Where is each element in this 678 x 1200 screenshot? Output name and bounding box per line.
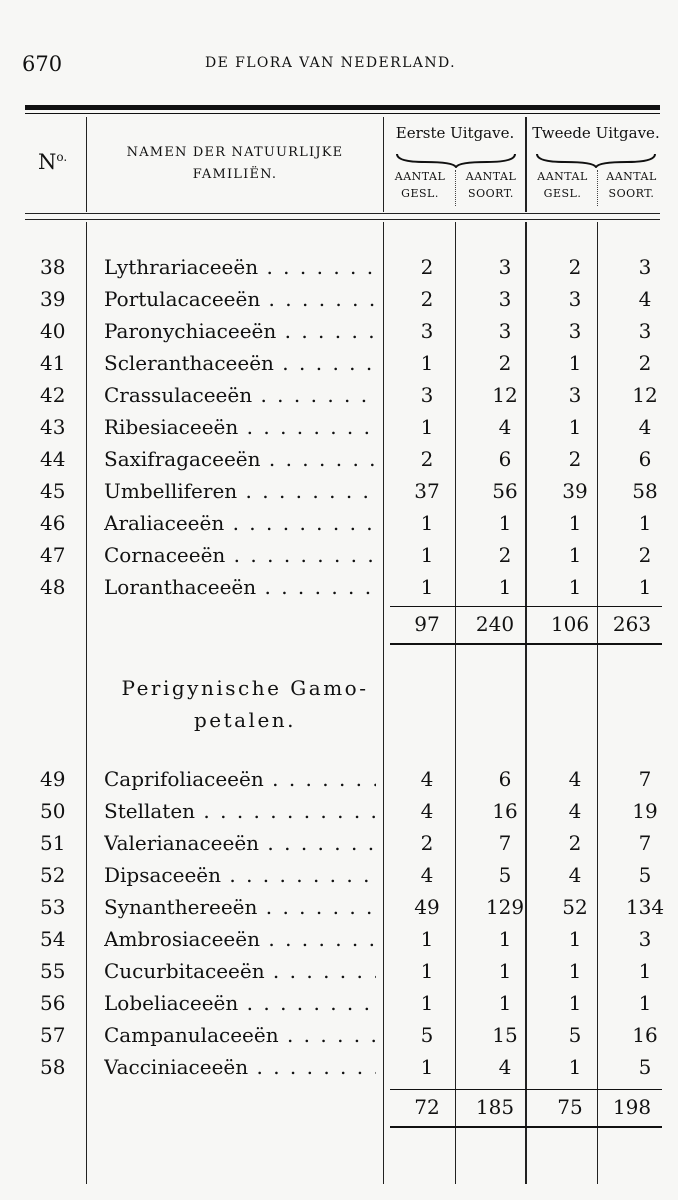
table-row xyxy=(0,763,678,795)
second-gesl-count: 1 xyxy=(568,991,582,1015)
first-gesl-count: 4 xyxy=(420,767,434,791)
table-row xyxy=(0,1019,678,1051)
total-second-soort: 263 xyxy=(612,612,652,636)
second-gesl-count: 2 xyxy=(568,831,582,855)
row-number: 48 xyxy=(40,575,66,599)
family-name: Ambrosiaceeën . . . xyxy=(104,923,376,955)
second-soort-count: 1 xyxy=(638,575,652,599)
first-soort-count: 1 xyxy=(498,959,512,983)
family-name: Umbelliferen . . . xyxy=(104,475,376,507)
top-rule xyxy=(25,105,660,110)
table-row xyxy=(0,571,678,603)
second-gesl-count: 5 xyxy=(568,1023,582,1047)
second-gesl-count: 1 xyxy=(568,511,582,535)
table-row xyxy=(0,443,678,475)
family-name: Caprifoliaceeën . . . xyxy=(104,763,376,795)
header-soort: SOORT. xyxy=(608,187,655,200)
second-soort-count: 2 xyxy=(638,351,652,375)
header-rule xyxy=(25,213,660,214)
family-name: Stellaten . . . xyxy=(104,795,376,827)
row-number: 44 xyxy=(40,447,66,471)
family-name: Loranthaceeën . . . xyxy=(104,571,376,603)
table-row xyxy=(0,859,678,891)
totals-row xyxy=(0,1091,678,1123)
second-gesl-count: 1 xyxy=(568,1055,582,1079)
family-name: Synanthereeën . . . xyxy=(104,891,376,923)
first-soort-count: 1 xyxy=(498,511,512,535)
first-soort-count: 5 xyxy=(498,863,512,887)
family-name: Scleranthaceeën . . . xyxy=(104,347,376,379)
second-soort-count: 1 xyxy=(638,991,652,1015)
table-row xyxy=(0,283,678,315)
first-soort-count: 129 xyxy=(485,895,525,919)
brace-icon xyxy=(535,150,657,168)
second-soort-count: 3 xyxy=(638,319,652,343)
row-number: 45 xyxy=(40,479,66,503)
header-number: $N^{o.}$ xyxy=(38,150,68,174)
family-name: Dipsaceeën . . . xyxy=(104,859,376,891)
family-name: Cornaceeën . . . xyxy=(104,539,376,571)
table-row xyxy=(0,315,678,347)
total-second-gesl: 75 xyxy=(557,1095,583,1119)
first-soort-count: 3 xyxy=(498,255,512,279)
second-gesl-count: 39 xyxy=(562,479,588,503)
family-name: Ribesiaceeën . . . xyxy=(104,411,376,443)
first-gesl-count: 1 xyxy=(420,575,434,599)
first-soort-count: 6 xyxy=(498,767,512,791)
header-names-line1: NAMEN DER NATUURLIJKE xyxy=(126,145,344,160)
second-soort-count: 6 xyxy=(638,447,652,471)
table-row xyxy=(0,411,678,443)
first-gesl-count: 1 xyxy=(420,543,434,567)
row-number: 39 xyxy=(40,287,66,311)
second-soort-count: 2 xyxy=(638,543,652,567)
row-number: 43 xyxy=(40,415,66,439)
header-gesl: GESL. xyxy=(543,187,582,200)
total-first-gesl: 72 xyxy=(414,1095,440,1119)
family-name: Lobeliaceeën . . . xyxy=(104,987,376,1019)
table-row xyxy=(0,955,678,987)
total-first-soort: 240 xyxy=(475,612,515,636)
second-soort-count: 12 xyxy=(632,383,658,407)
top-rule-thin xyxy=(25,113,660,114)
second-gesl-count: 1 xyxy=(568,575,582,599)
second-gesl-count: 3 xyxy=(568,287,582,311)
total-first-gesl: 97 xyxy=(414,612,440,636)
second-gesl-count: 1 xyxy=(568,959,582,983)
header-aantal: AANTAL xyxy=(394,170,446,183)
second-soort-count: 1 xyxy=(638,959,652,983)
column-divider xyxy=(86,117,87,212)
total-double-rule xyxy=(390,1126,662,1128)
second-soort-count: 3 xyxy=(638,927,652,951)
first-gesl-count: 2 xyxy=(420,255,434,279)
first-gesl-count: 1 xyxy=(420,415,434,439)
row-number: 42 xyxy=(40,383,66,407)
table-row xyxy=(0,251,678,283)
row-number: 50 xyxy=(40,799,66,823)
second-gesl-count: 4 xyxy=(568,767,582,791)
total-second-soort: 198 xyxy=(612,1095,652,1119)
table-row xyxy=(0,379,678,411)
family-name: Crassulaceeën . . . xyxy=(104,379,376,411)
second-soort-count: 58 xyxy=(632,479,658,503)
second-soort-count: 1 xyxy=(638,511,652,535)
header-gesl: GESL. xyxy=(401,187,439,200)
first-soort-count: 56 xyxy=(492,479,518,503)
row-number: 58 xyxy=(40,1055,66,1079)
first-soort-count: 7 xyxy=(498,831,512,855)
first-gesl-count: 4 xyxy=(420,799,434,823)
first-gesl-count: 1 xyxy=(420,959,434,983)
first-soort-count: 1 xyxy=(498,575,512,599)
second-gesl-count: 1 xyxy=(568,415,582,439)
first-gesl-count: 2 xyxy=(420,287,434,311)
table-row xyxy=(0,827,678,859)
row-number: 53 xyxy=(40,895,66,919)
header-rule-double xyxy=(25,219,660,220)
row-number: 51 xyxy=(40,831,66,855)
row-number: 56 xyxy=(40,991,66,1015)
row-number: 49 xyxy=(40,767,66,791)
first-gesl-count: 1 xyxy=(420,1055,434,1079)
second-gesl-count: 52 xyxy=(562,895,588,919)
header-second-gesl xyxy=(528,168,597,202)
header-aantal: AANTAL xyxy=(465,170,517,183)
first-gesl-count: 2 xyxy=(420,831,434,855)
table-row xyxy=(0,1051,678,1083)
section-heading-line2: petalen. xyxy=(193,708,297,732)
second-soort-count: 16 xyxy=(632,1023,658,1047)
first-gesl-count: 1 xyxy=(420,991,434,1015)
family-name: Portulacaceeën . . . xyxy=(104,283,376,315)
first-gesl-count: 4 xyxy=(420,863,434,887)
header-aantal: AANTAL xyxy=(606,170,657,183)
first-gesl-count: 37 xyxy=(414,479,440,503)
section-heading-line1: Perigynische Gamo- xyxy=(121,676,369,700)
header-first-soort xyxy=(457,168,525,202)
second-soort-count: 7 xyxy=(638,831,652,855)
table-row xyxy=(0,795,678,827)
table-row xyxy=(0,539,678,571)
family-name: Vacciniaceeën . . . xyxy=(104,1051,376,1083)
brace-icon xyxy=(395,150,517,168)
second-gesl-count: 4 xyxy=(568,799,582,823)
second-soort-count: 19 xyxy=(632,799,658,823)
table-row xyxy=(0,987,678,1019)
first-gesl-count: 49 xyxy=(414,895,440,919)
first-soort-count: 1 xyxy=(498,991,512,1015)
family-name: Araliaceeën . . . xyxy=(104,507,376,539)
first-soort-count: 4 xyxy=(498,415,512,439)
family-name: Campanulaceeën . . . xyxy=(104,1019,376,1051)
second-gesl-count: 3 xyxy=(568,319,582,343)
header-soort: SOORT. xyxy=(468,187,514,200)
first-soort-count: 3 xyxy=(498,287,512,311)
second-soort-count: 4 xyxy=(638,287,652,311)
family-name: Paronychiaceeën . . . xyxy=(104,315,376,347)
second-gesl-count: 4 xyxy=(568,863,582,887)
second-soort-count: 134 xyxy=(625,895,665,919)
header-edition-first: Eerste Uitgave. xyxy=(395,124,515,142)
first-gesl-count: 3 xyxy=(420,319,434,343)
table-row xyxy=(0,347,678,379)
first-gesl-count: 3 xyxy=(420,383,434,407)
table-row xyxy=(0,891,678,923)
header-dotted-divider xyxy=(597,170,598,206)
sum-rule xyxy=(390,1089,662,1090)
first-soort-count: 3 xyxy=(498,319,512,343)
page-number: 670 xyxy=(22,52,63,76)
header-dotted-divider xyxy=(455,170,456,206)
second-gesl-count: 2 xyxy=(568,447,582,471)
second-gesl-count: 2 xyxy=(568,255,582,279)
first-soort-count: 2 xyxy=(498,543,512,567)
first-soort-count: 6 xyxy=(498,447,512,471)
first-soort-count: 16 xyxy=(492,799,518,823)
total-first-soort: 185 xyxy=(475,1095,515,1119)
second-soort-count: 5 xyxy=(638,1055,652,1079)
total-second-gesl: 106 xyxy=(550,612,590,636)
first-soort-count: 4 xyxy=(498,1055,512,1079)
second-gesl-count: 3 xyxy=(568,383,582,407)
sum-rule xyxy=(390,606,662,607)
column-divider xyxy=(525,117,527,212)
header-second-soort xyxy=(599,168,664,202)
family-name: Lythrariaceeën . . . xyxy=(104,251,376,283)
header-first-gesl xyxy=(385,168,455,202)
header-aantal: AANTAL xyxy=(537,170,588,183)
header-family-names xyxy=(95,142,375,186)
row-number: 47 xyxy=(40,543,66,567)
first-soort-count: 12 xyxy=(492,383,518,407)
table-row xyxy=(0,507,678,539)
totals-row xyxy=(0,608,678,640)
first-gesl-count: 2 xyxy=(420,447,434,471)
second-gesl-count: 1 xyxy=(568,543,582,567)
row-number: 52 xyxy=(40,863,66,887)
first-gesl-count: 1 xyxy=(420,351,434,375)
second-gesl-count: 1 xyxy=(568,351,582,375)
family-name: Valerianaceeën . . . xyxy=(104,827,376,859)
second-soort-count: 4 xyxy=(638,415,652,439)
row-number: 55 xyxy=(40,959,66,983)
total-double-rule xyxy=(390,643,662,645)
first-soort-count: 15 xyxy=(492,1023,518,1047)
second-soort-count: 5 xyxy=(638,863,652,887)
row-number: 40 xyxy=(40,319,66,343)
row-number: 57 xyxy=(40,1023,66,1047)
table-row xyxy=(0,923,678,955)
running-head: DE FLORA VAN NEDERLAND. xyxy=(205,55,456,71)
first-soort-count: 2 xyxy=(498,351,512,375)
header-edition-second: Tweede Uitgave. xyxy=(532,124,660,142)
row-number: 38 xyxy=(40,255,66,279)
row-number: 46 xyxy=(40,511,66,535)
second-soort-count: 7 xyxy=(638,767,652,791)
first-soort-count: 1 xyxy=(498,927,512,951)
family-name: Cucurbitaceeën . . . xyxy=(104,955,376,987)
row-number: 41 xyxy=(40,351,66,375)
second-soort-count: 3 xyxy=(638,255,652,279)
row-number: 54 xyxy=(40,927,66,951)
column-divider xyxy=(383,117,384,212)
table-row xyxy=(0,475,678,507)
first-gesl-count: 5 xyxy=(420,1023,434,1047)
section-heading xyxy=(100,672,390,736)
header-names-line2: FAMILIËN. xyxy=(192,167,278,182)
family-name: Saxifragaceeën . . . xyxy=(104,443,376,475)
first-gesl-count: 1 xyxy=(420,511,434,535)
first-gesl-count: 1 xyxy=(420,927,434,951)
second-gesl-count: 1 xyxy=(568,927,582,951)
